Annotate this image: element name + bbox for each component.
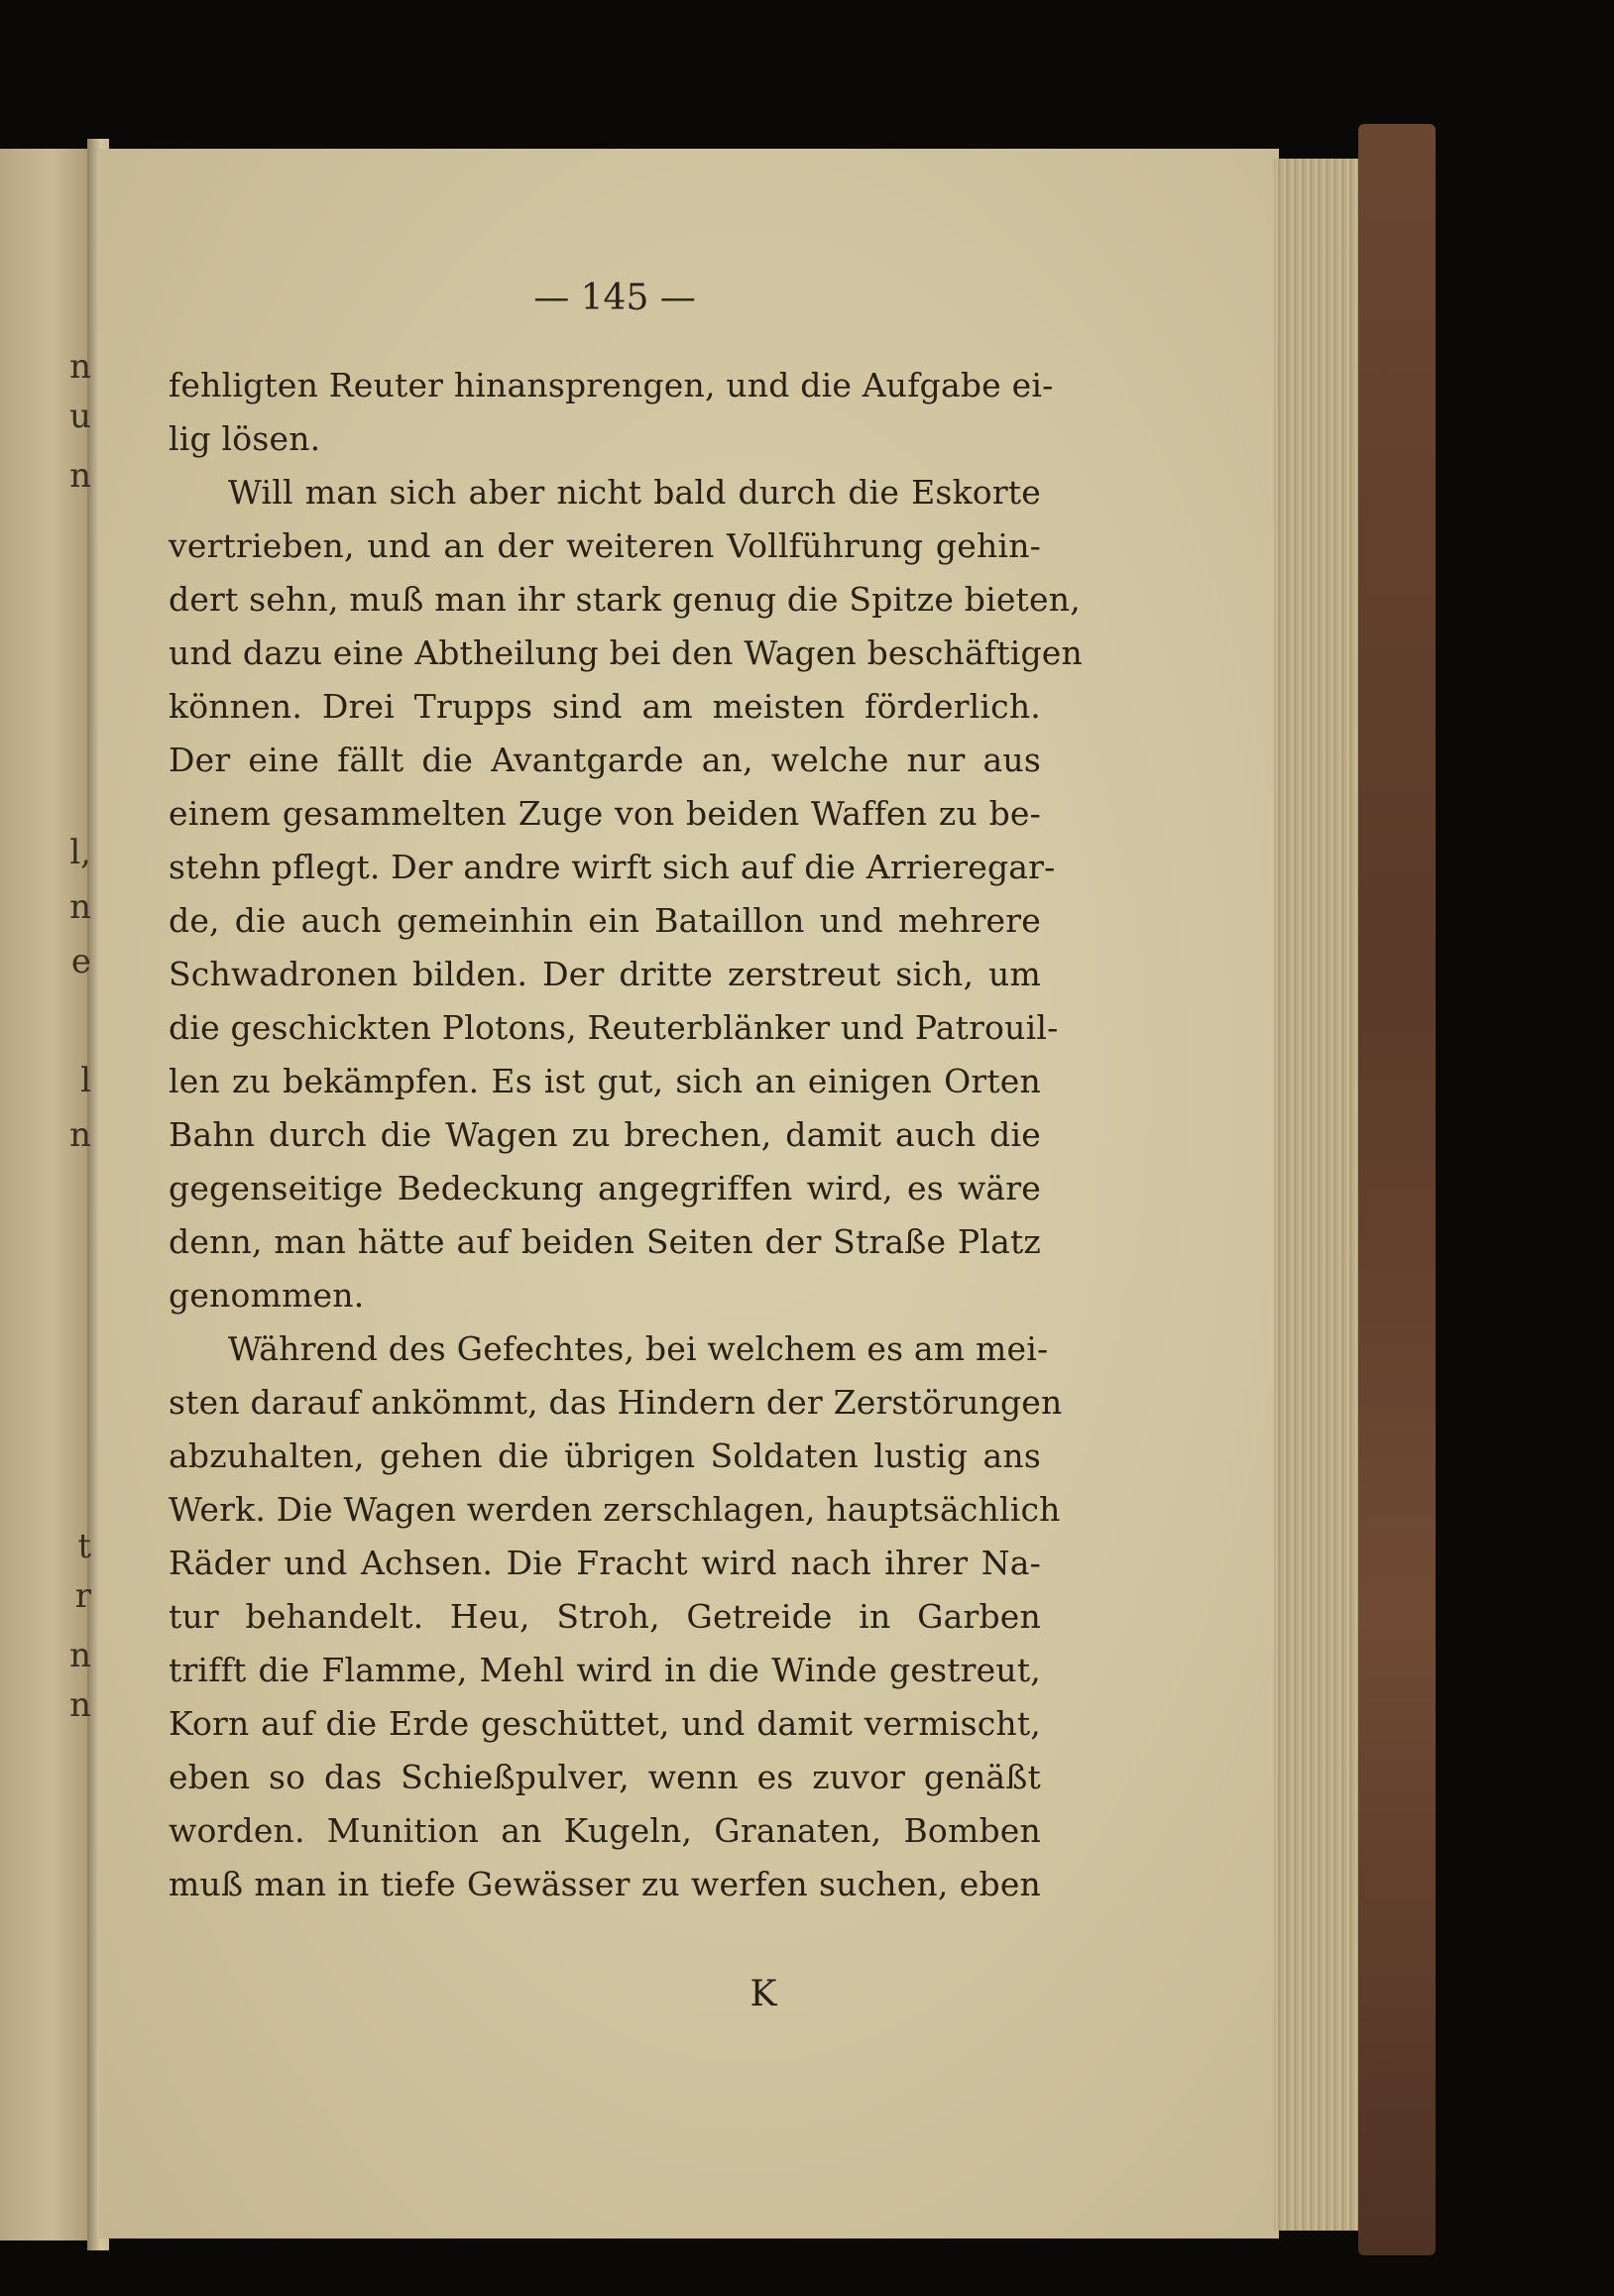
left-page-fragment: n (69, 456, 91, 496)
text-line: vertrieben, und an der weiteren Vollführung gehin- (169, 526, 1041, 565)
page-header: — 145 — (533, 278, 696, 318)
text-line: trifft die Flamme, Mehl wird in die Winde gestreut, (169, 1651, 1041, 1689)
text-line: Der eine fällt die Avantgarde an, welche nur aus (169, 741, 1041, 779)
text-line: sten darauf ankömmt, das Hindern der Zerstörungen (169, 1383, 1063, 1422)
text-line: abzuhalten, gehen die übrigen Soldaten lustig ans (169, 1436, 1041, 1475)
left-page-fragment: n (69, 347, 91, 387)
text-line: fehligten Reuter hinansprengen, und die Aufgabe ei- (169, 366, 1054, 404)
book-cover (1358, 124, 1436, 2255)
left-page-fragment: n (69, 887, 91, 927)
text-line: Will man sich aber nicht bald durch die Eskorte (228, 473, 1041, 512)
text-line: Schwadronen bilden. Der dritte zerstreut sich, um (169, 955, 1041, 993)
text-line: Bahn durch die Wagen zu brechen, damit auch die (169, 1115, 1041, 1154)
text-line: de, die auch gemeinhin ein Bataillon und mehrere (169, 901, 1041, 940)
left-page-fragment: l (80, 1061, 91, 1100)
text-line: die geschickten Plotons, Reuterblänker und Patrouil- (169, 1008, 1059, 1047)
text-line: gegenseitige Bedeckung angegriffen wird, es wäre (169, 1169, 1041, 1207)
text-line: genommen. (169, 1276, 365, 1315)
page-body-text (169, 359, 1083, 1911)
text-line: stehn pflegt. Der andre wirft sich auf die Arrieregar- (169, 848, 1056, 886)
left-page-fragment: l, (69, 833, 91, 872)
left-page-fragment: n (69, 1115, 91, 1155)
text-line: Während des Gefechtes, bei welchem es am mei- (228, 1329, 1049, 1368)
text-line: tur behandelt. Heu, Stroh, Getreide in Garben (169, 1597, 1041, 1636)
text-line: können. Drei Trupps sind am meisten förderlich. (169, 687, 1041, 726)
text-line: Räder und Achsen. Die Fracht wird nach ihrer Na- (169, 1544, 1041, 1582)
left-page-fragment: e (70, 942, 91, 981)
text-line: denn, man hätte auf beiden Seiten der Straße Platz (169, 1222, 1041, 1261)
text-line: eben so das Schießpulver, wenn es zuvor genäßt (169, 1758, 1041, 1796)
text-line: lig lösen. (169, 419, 321, 458)
text-line: len zu bekämpfen. Es ist gut, sich an einigen Orten (169, 1062, 1041, 1100)
text-line: dert sehn, muß man ihr stark genug die Spitze bieten, (169, 580, 1081, 619)
text-line: einem gesammelten Zuge von beiden Waffen zu be- (169, 794, 1041, 833)
text-line: Werk. Die Wagen werden zerschlagen, hauptsächlich (169, 1490, 1061, 1529)
left-page-fragment: u (69, 397, 91, 436)
left-page-fragment: n (69, 1685, 91, 1725)
text-line: worden. Munition an Kugeln, Granaten, Bomben (169, 1811, 1041, 1850)
left-page-fragment: t (77, 1527, 91, 1566)
signature-mark: K (749, 1974, 777, 2014)
text-line: muß man in tiefe Gewässer zu werfen suchen, eben (169, 1865, 1041, 1903)
text-line: und dazu eine Abtheilung bei den Wagen beschäftigen (169, 633, 1083, 672)
left-page-fragment: r (74, 1576, 91, 1616)
text-line: Korn auf die Erde geschüttet, und damit vermischt, (169, 1704, 1041, 1743)
left-page-fragment: n (69, 1636, 91, 1675)
